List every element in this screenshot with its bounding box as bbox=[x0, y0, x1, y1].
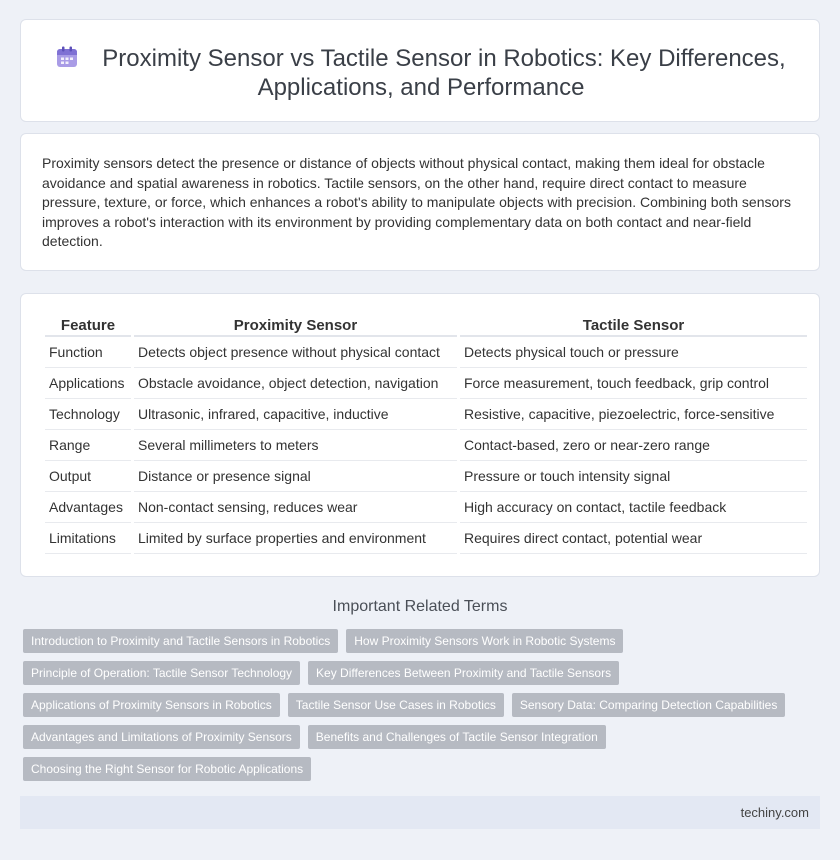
footer-site-link[interactable]: techiny.com bbox=[740, 805, 809, 820]
feature-cell: Technology bbox=[45, 399, 131, 430]
proximity-cell: Ultrasonic, infrared, capacitive, inductive bbox=[134, 399, 457, 430]
related-term-tag[interactable]: Sensory Data: Comparing Detection Capabilities bbox=[512, 693, 785, 717]
tactile-cell: Contact-based, zero or near-zero range bbox=[460, 430, 807, 461]
column-header-tactile: Tactile Sensor bbox=[460, 316, 807, 337]
footer bbox=[20, 796, 820, 829]
related-term-tag[interactable]: Choosing the Right Sensor for Robotic Applications bbox=[23, 757, 311, 781]
feature-cell: Function bbox=[45, 337, 131, 368]
proximity-cell: Non-contact sensing, reduces wear bbox=[134, 492, 457, 523]
column-header-feature: Feature bbox=[45, 316, 131, 337]
title-line-2: Applications, and Performance bbox=[257, 74, 585, 101]
header-card bbox=[20, 19, 820, 122]
comparison-table bbox=[42, 316, 810, 554]
proximity-cell: Several millimeters to meters bbox=[134, 430, 457, 461]
tactile-cell: Force measurement, touch feedback, grip control bbox=[460, 368, 807, 399]
related-term-tag[interactable]: Advantages and Limitations of Proximity Sensors bbox=[23, 725, 300, 749]
feature-cell: Advantages bbox=[45, 492, 131, 523]
table-row bbox=[45, 492, 807, 523]
tactile-cell: Pressure or touch intensity signal bbox=[460, 461, 807, 492]
related-term-tag[interactable]: Tactile Sensor Use Cases in Robotics bbox=[288, 693, 504, 717]
intro-card bbox=[20, 133, 820, 271]
column-header-proximity: Proximity Sensor bbox=[134, 316, 457, 337]
tactile-cell: Resistive, capacitive, piezoelectric, force-sensitive bbox=[460, 399, 807, 430]
tactile-cell: High accuracy on contact, tactile feedback bbox=[460, 492, 807, 523]
related-term-tag[interactable]: Applications of Proximity Sensors in Robotics bbox=[23, 693, 280, 717]
table-row bbox=[45, 523, 807, 554]
proximity-cell: Obstacle avoidance, object detection, navigation bbox=[134, 368, 457, 399]
feature-cell: Range bbox=[45, 430, 131, 461]
feature-cell: Output bbox=[45, 461, 131, 492]
related-term-tag[interactable]: Introduction to Proximity and Tactile Sensors in Robotics bbox=[23, 629, 338, 653]
proximity-cell: Distance or presence signal bbox=[134, 461, 457, 492]
calendar-icon bbox=[56, 46, 78, 68]
table-row bbox=[45, 337, 807, 368]
related-terms-list bbox=[23, 629, 813, 781]
related-terms-heading: Important Related Terms bbox=[332, 598, 508, 615]
page-title bbox=[21, 44, 821, 102]
proximity-cell: Limited by surface properties and environment bbox=[134, 523, 457, 554]
related-term-tag[interactable]: Principle of Operation: Tactile Sensor Technology bbox=[23, 661, 300, 685]
table-row bbox=[45, 399, 807, 430]
related-term-tag[interactable]: How Proximity Sensors Work in Robotic Systems bbox=[346, 629, 623, 653]
comparison-card bbox=[20, 293, 820, 577]
title-line-1: Proximity Sensor vs Tactile Sensor in Robotics: Key Differences, bbox=[102, 45, 786, 72]
table-row bbox=[45, 461, 807, 492]
feature-cell: Limitations bbox=[45, 523, 131, 554]
related-term-tag[interactable]: Benefits and Challenges of Tactile Sensor Integration bbox=[308, 725, 606, 749]
proximity-cell: Detects object presence without physical contact bbox=[134, 337, 457, 368]
tactile-cell: Detects physical touch or pressure bbox=[460, 337, 807, 368]
intro-paragraph: Proximity sensors detect the presence or distance of objects without physical contact, making them ideal for obstacle avoidance and spatial awareness in robotics. Tactile sensors, on the other hand, require direct contact to measure pressure, texture, or force, which enhances a robot's ability to manipulate objects with precision. Combining both sensors improves a robot's interaction with its environment by providing complementary data on both contact and near-field detection. bbox=[42, 155, 791, 249]
tactile-cell: Requires direct contact, potential wear bbox=[460, 523, 807, 554]
table-row bbox=[45, 368, 807, 399]
table-header-row bbox=[45, 316, 807, 337]
table-row bbox=[45, 430, 807, 461]
related-term-tag[interactable]: Key Differences Between Proximity and Tactile Sensors bbox=[308, 661, 619, 685]
feature-cell: Applications bbox=[45, 368, 131, 399]
